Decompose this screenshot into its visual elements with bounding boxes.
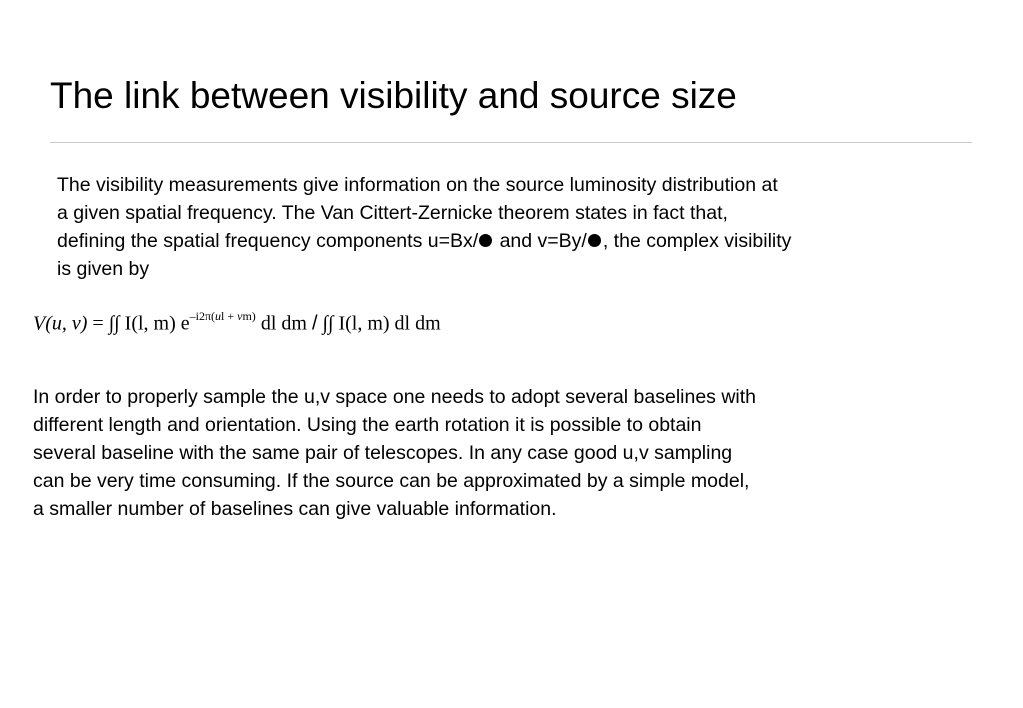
sampling-line: several baseline with the same pair of telescopes. In any case good u,v sampling: [33, 442, 733, 464]
sampling-line: In order to properly sample the u,v space one needs to adopt several baselines with: [33, 386, 757, 408]
formula-exponent: [190, 309, 256, 323]
filled-circle-icon: [479, 234, 492, 247]
sampling-line: a smaller number of baselines can give valuable information.: [33, 498, 557, 520]
intro-line: is given by: [57, 258, 150, 280]
formula-equals: =: [87, 312, 109, 335]
formula-denominator: ∫∫ I(l, m) dl dm: [317, 312, 441, 335]
exponent-v: v: [237, 309, 243, 323]
visibility-formula: [33, 304, 441, 338]
formula-division-slash: /: [311, 312, 318, 335]
formula-numerator-tail: dl dm: [255, 312, 312, 335]
formula-numerator-integral: ∫∫ I(l, m) e: [108, 312, 190, 335]
intro-text: , the complex visibility: [602, 230, 792, 252]
exponent-l: l +: [221, 309, 238, 323]
sampling-line: can be very time consuming. If the source can be approximated by a simple model,: [33, 470, 750, 492]
slide-title: The link between visibility and source size: [50, 75, 737, 116]
intro-paragraph: [57, 171, 791, 283]
intro-line: a given spatial frequency. The Van Cittert-Zernicke theorem states in fact that,: [57, 202, 728, 224]
intro-line-frequency-definition: [57, 227, 791, 255]
intro-text: defining the spatial frequency components u=Bx/: [57, 230, 479, 252]
intro-text: and v=By/: [494, 230, 587, 252]
title-divider: [50, 142, 972, 143]
filled-circle-icon: [588, 234, 601, 247]
sampling-line: different length and orientation. Using the earth rotation it is possible to obtain: [33, 414, 702, 436]
intro-line: The visibility measurements give information on the source luminosity distribution at: [57, 174, 778, 196]
formula-lhs: V(u, v): [33, 312, 88, 335]
exponent-suffix: m): [242, 309, 256, 323]
exponent-prefix: –i2π(: [189, 309, 216, 323]
exponent-u: u: [215, 309, 222, 323]
sampling-paragraph: [33, 383, 756, 523]
